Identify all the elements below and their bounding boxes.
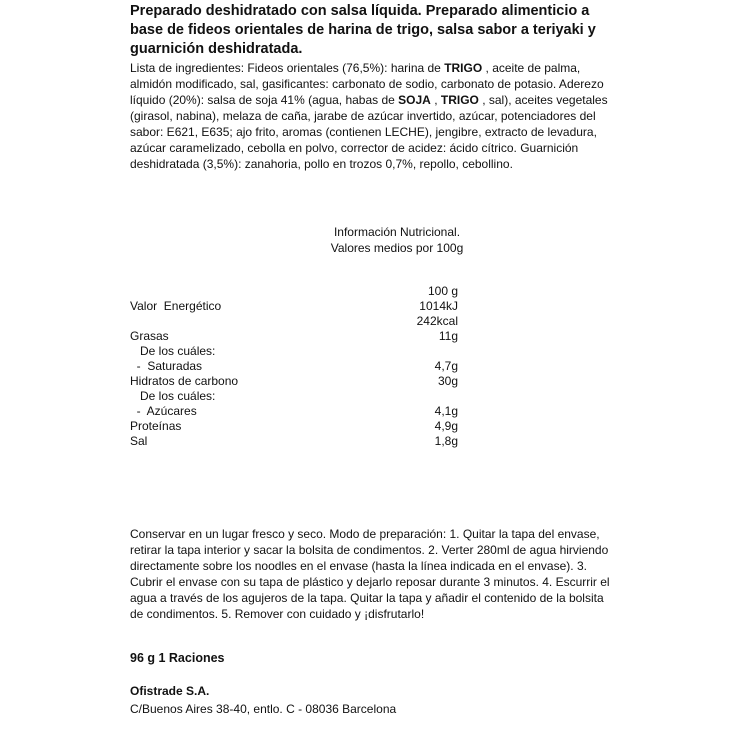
nutrition-row-label: Proteínas bbox=[130, 419, 182, 433]
nutrition-title: Información Nutricional. bbox=[333, 225, 461, 239]
nutrition-row-value: 1014kJ bbox=[419, 299, 458, 313]
nutrition-row-label: Valor Energético bbox=[130, 299, 222, 313]
ingredients-text-3: , bbox=[430, 93, 441, 107]
ingredients-text-1: Lista de ingredientes: Fideos orientales (76,5%): harina de bbox=[130, 61, 445, 75]
nutrition-row bbox=[130, 344, 480, 359]
nutrition-row-value: 1,8g bbox=[434, 434, 458, 448]
nutrition-row bbox=[130, 419, 480, 434]
nutrition-row bbox=[130, 359, 480, 374]
nutrition-column-header-row bbox=[130, 284, 480, 299]
nutrition-row-label: Hidratos de carbono bbox=[130, 374, 239, 388]
nutrition-row-label: De los cuáles: bbox=[130, 344, 216, 358]
nutrition-row-label: - Azúcares bbox=[130, 404, 197, 418]
nutrition-row-value: 30g bbox=[437, 374, 458, 388]
nutrition-heading bbox=[327, 224, 467, 256]
nutrition-column-header: 100 g bbox=[427, 284, 458, 298]
nutrition-row bbox=[130, 434, 480, 449]
nutrition-subtitle: Valores medios por 100g bbox=[330, 241, 464, 255]
nutrition-row-label: Sal bbox=[130, 434, 148, 448]
nutrition-row-value: 4,9g bbox=[434, 419, 458, 433]
ingredients-text-4: , sal), aceites vegetales (girasol, nabina), melaza de caña, jarabe de azúcar invertido, azúcar, potenciadores del sabor: E621, E635; ajo frito, aromas (contienen LECHE), jengibre, extracto de levadura, azúcar caramelizado, cebolla en polvo, corrector de acidez: ácido cítrico. Guarnición deshidratada (3,5%): zanahoria, pollo en trozos 0,7%, repollo, cebollino. bbox=[130, 93, 608, 171]
allergen-trigo: TRIGO bbox=[444, 61, 483, 75]
nutrition-row bbox=[130, 389, 480, 404]
nutrition-row-value: 4,1g bbox=[434, 404, 458, 418]
preparation-instructions: Conservar en un lugar fresco y seco. Modo de preparación: 1. Quitar la tapa del envase, retirar la tapa interior y sacar la bolsita de condimentos. 2. Verter 280ml de agua hirviendo directamente sobre los noodles en el envase (hasta la línea indicada en el envase). 3. Cubrir el envase con su tapa de plástico y dejarlo reposar durante 3 minutos. 4. Escurrir el agua a través de los agujeros de la tapa. Quitar la tapa y añadir el contenido de la bolsita de condimentos. 5. Remover con cuidado y ¡disfrutarlo! bbox=[130, 527, 610, 621]
nutrition-row-value: 11g bbox=[438, 329, 458, 343]
nutrition-row-label: Grasas bbox=[130, 329, 169, 343]
ingredients-text-2: , aceite de palma, almidón modificado, sal, gasificantes: carbonato de sodio, carbonato de potasio. Aderezo líquido (20%): salsa de soja 41% (agua, habas de bbox=[130, 61, 604, 107]
allergen-soja: SOJA bbox=[398, 93, 431, 107]
nutrition-row-label: De los cuáles: bbox=[130, 389, 216, 403]
nutrition-row bbox=[130, 374, 480, 389]
nutrition-row bbox=[130, 404, 480, 419]
nutrition-row-value: 242kcal bbox=[416, 314, 458, 328]
net-weight: 96 g 1 Raciones bbox=[130, 651, 225, 665]
nutrition-row bbox=[130, 299, 480, 314]
nutrition-table bbox=[130, 284, 480, 449]
company-address: C/Buenos Aires 38-40, entlo. C - 08036 Barcelona bbox=[130, 702, 397, 716]
nutrition-row-value: 4,7g bbox=[434, 359, 458, 373]
allergen-trigo: TRIGO bbox=[440, 93, 479, 107]
product-title: Preparado deshidratado con salsa líquida. Preparado alimenticio a base de fideos orientales de harina de trigo, salsa sabor a teriyaki y guarnición deshidratada. bbox=[130, 3, 596, 57]
ingredients-list bbox=[130, 60, 610, 172]
company-name: Ofistrade S.A. bbox=[130, 684, 210, 698]
nutrition-row bbox=[130, 314, 480, 329]
nutrition-row-label: - Saturadas bbox=[130, 359, 203, 373]
nutrition-row bbox=[130, 329, 480, 344]
